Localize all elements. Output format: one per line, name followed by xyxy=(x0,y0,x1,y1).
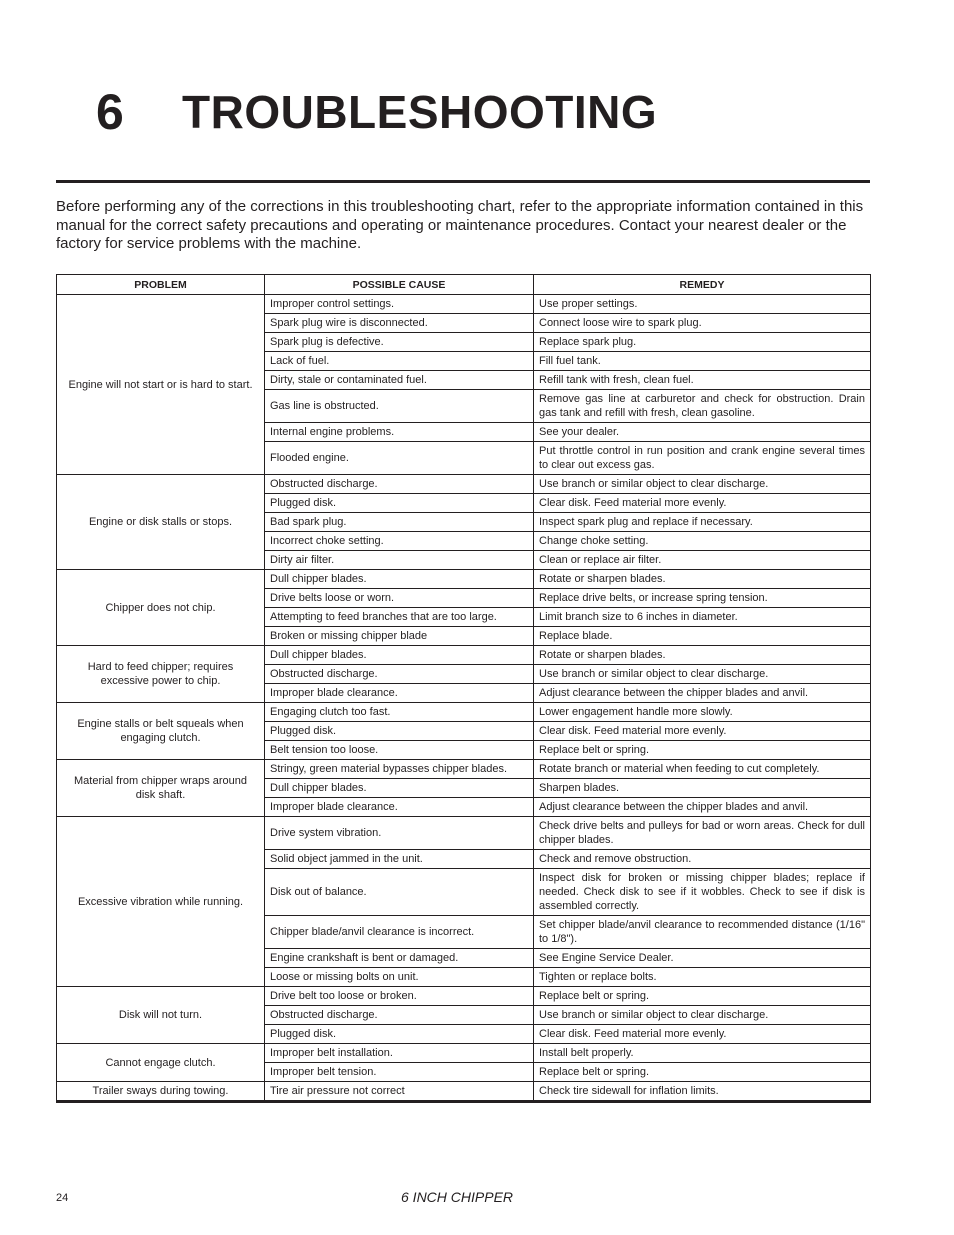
cause-cell: Improper blade clearance. xyxy=(265,798,534,817)
remedy-cell: See your dealer. xyxy=(534,423,871,442)
problem-cell: Excessive vibration while running. xyxy=(57,817,265,987)
intro-paragraph: Before performing any of the corrections in this troubleshooting chart, refer to the appropriate information contained in this manual for the correct safety precautions and operating or maintenance procedures. Contact your nearest dealer or the factory for service problems with the machine. xyxy=(56,198,864,252)
table-row xyxy=(57,475,871,494)
remedy-cell: Clear disk. Feed material more evenly. xyxy=(534,494,871,513)
cause-cell: Plugged disk. xyxy=(265,722,534,741)
table-row xyxy=(57,1044,871,1063)
cause-cell: Drive belts loose or worn. xyxy=(265,589,534,608)
remedy-cell: Replace belt or spring. xyxy=(534,741,871,760)
remedy-cell: Check and remove obstruction. xyxy=(534,850,871,869)
remedy-cell: Use branch or similar object to clear discharge. xyxy=(534,665,871,684)
remedy-cell: Rotate or sharpen blades. xyxy=(534,570,871,589)
remedy-cell: Refill tank with fresh, clean fuel. xyxy=(534,371,871,390)
cause-cell: Plugged disk. xyxy=(265,1025,534,1044)
chapter-heading xyxy=(96,80,657,144)
remedy-cell: Inspect disk for broken or missing chipper blades; replace if needed. Check disk to see if it wobbles. Check to see if disk is assembled correctly. xyxy=(534,869,871,916)
cause-cell: Dull chipper blades. xyxy=(265,570,534,589)
cause-cell: Engine crankshaft is bent or damaged. xyxy=(265,949,534,968)
table-row xyxy=(57,295,871,314)
remedy-cell: Replace blade. xyxy=(534,627,871,646)
cause-cell: Plugged disk. xyxy=(265,494,534,513)
cause-cell: Obstructed discharge. xyxy=(265,665,534,684)
cause-cell: Improper belt installation. xyxy=(265,1044,534,1063)
remedy-cell: Check tire sidewall for inflation limits. xyxy=(534,1082,871,1102)
problem-cell: Disk will not turn. xyxy=(57,987,265,1044)
table-row xyxy=(57,1082,871,1102)
cause-cell: Dirty air filter. xyxy=(265,551,534,570)
heading-divider xyxy=(56,180,870,183)
cause-cell: Internal engine problems. xyxy=(265,423,534,442)
remedy-cell: Install belt properly. xyxy=(534,1044,871,1063)
remedy-cell: Connect loose wire to spark plug. xyxy=(534,314,871,333)
problem-cell: Engine will not start or is hard to start. xyxy=(57,295,265,475)
header-possible-cause: POSSIBLE CAUSE xyxy=(265,275,534,295)
table-row xyxy=(57,817,871,850)
problem-cell: Chipper does not chip. xyxy=(57,570,265,646)
remedy-cell: Put throttle control in run position and crank engine several times to clear out excess gas. xyxy=(534,442,871,475)
remedy-cell: Inspect spark plug and replace if necessary. xyxy=(534,513,871,532)
remedy-cell: Replace spark plug. xyxy=(534,333,871,352)
table-row xyxy=(57,703,871,722)
remedy-cell: See Engine Service Dealer. xyxy=(534,949,871,968)
problem-cell: Engine or disk stalls or stops. xyxy=(57,475,265,570)
cause-cell: Lack of fuel. xyxy=(265,352,534,371)
remedy-cell: Change choke setting. xyxy=(534,532,871,551)
cause-cell: Broken or missing chipper blade xyxy=(265,627,534,646)
cause-cell: Obstructed discharge. xyxy=(265,1006,534,1025)
problem-cell: Trailer sways during towing. xyxy=(57,1082,265,1102)
remedy-cell: Replace drive belts, or increase spring tension. xyxy=(534,589,871,608)
header-remedy: REMEDY xyxy=(534,275,871,295)
header-problem: PROBLEM xyxy=(57,275,265,295)
cause-cell: Incorrect choke setting. xyxy=(265,532,534,551)
remedy-cell: Fill fuel tank. xyxy=(534,352,871,371)
cause-cell: Drive system vibration. xyxy=(265,817,534,850)
remedy-cell: Use proper settings. xyxy=(534,295,871,314)
remedy-cell: Clean or replace air filter. xyxy=(534,551,871,570)
cause-cell: Obstructed discharge. xyxy=(265,475,534,494)
cause-cell: Drive belt too loose or broken. xyxy=(265,987,534,1006)
footer-product-name: 6 INCH CHIPPER xyxy=(401,1189,514,1205)
remedy-cell: Set chipper blade/anvil clearance to recommended distance (1/16" to 1/8"). xyxy=(534,916,871,949)
remedy-cell: Rotate branch or material when feeding to cut completely. xyxy=(534,760,871,779)
cause-cell: Tire air pressure not correct xyxy=(265,1082,534,1102)
remedy-cell: Use branch or similar object to clear discharge. xyxy=(534,1006,871,1025)
table-row xyxy=(57,570,871,589)
problem-cell: Cannot engage clutch. xyxy=(57,1044,265,1082)
troubleshooting-table xyxy=(56,274,871,1103)
cause-cell: Stringy, green material bypasses chipper blades. xyxy=(265,760,534,779)
problem-cell: Material from chipper wraps around disk shaft. xyxy=(57,760,265,817)
cause-cell: Chipper blade/anvil clearance is incorrect. xyxy=(265,916,534,949)
remedy-cell: Sharpen blades. xyxy=(534,779,871,798)
cause-cell: Belt tension too loose. xyxy=(265,741,534,760)
remedy-cell: Check drive belts and pulleys for bad or worn areas. Check for dull chipper blades. xyxy=(534,817,871,850)
cause-cell: Spark plug is defective. xyxy=(265,333,534,352)
remedy-cell: Lower engagement handle more slowly. xyxy=(534,703,871,722)
cause-cell: Improper belt tension. xyxy=(265,1063,534,1082)
table-row xyxy=(57,987,871,1006)
remedy-cell: Adjust clearance between the chipper blades and anvil. xyxy=(534,798,871,817)
cause-cell: Dull chipper blades. xyxy=(265,779,534,798)
cause-cell: Dull chipper blades. xyxy=(265,646,534,665)
cause-cell: Bad spark plug. xyxy=(265,513,534,532)
cause-cell: Gas line is obstructed. xyxy=(265,390,534,423)
page-number: 24 xyxy=(56,1192,69,1204)
cause-cell: Attempting to feed branches that are too large. xyxy=(265,608,534,627)
cause-cell: Improper blade clearance. xyxy=(265,684,534,703)
remedy-cell: Clear disk. Feed material more evenly. xyxy=(534,722,871,741)
table-row xyxy=(57,760,871,779)
problem-cell: Engine stalls or belt squeals when engaging clutch. xyxy=(57,703,265,760)
problem-cell: Hard to feed chipper; requires excessive power to chip. xyxy=(57,646,265,703)
cause-cell: Loose or missing bolts on unit. xyxy=(265,968,534,987)
remedy-cell: Clear disk. Feed material more evenly. xyxy=(534,1025,871,1044)
remedy-cell: Remove gas line at carburetor and check for obstruction. Drain gas tank and refill with fresh, clean gasoline. xyxy=(534,390,871,423)
remedy-cell: Rotate or sharpen blades. xyxy=(534,646,871,665)
cause-cell: Improper control settings. xyxy=(265,295,534,314)
cause-cell: Engaging clutch too fast. xyxy=(265,703,534,722)
table-body xyxy=(57,295,871,1102)
remedy-cell: Tighten or replace bolts. xyxy=(534,968,871,987)
cause-cell: Solid object jammed in the unit. xyxy=(265,850,534,869)
cause-cell: Disk out of balance. xyxy=(265,869,534,916)
cause-cell: Flooded engine. xyxy=(265,442,534,475)
remedy-cell: Use branch or similar object to clear discharge. xyxy=(534,475,871,494)
cause-cell: Spark plug wire is disconnected. xyxy=(265,314,534,333)
cause-cell: Dirty, stale or contaminated fuel. xyxy=(265,371,534,390)
table-header-row xyxy=(57,275,871,295)
chapter-title: TROUBLESHOOTING xyxy=(182,86,658,138)
chapter-number: 6 xyxy=(96,84,124,140)
table-row xyxy=(57,646,871,665)
remedy-cell: Replace belt or spring. xyxy=(534,987,871,1006)
remedy-cell: Replace belt or spring. xyxy=(534,1063,871,1082)
remedy-cell: Adjust clearance between the chipper blades and anvil. xyxy=(534,684,871,703)
remedy-cell: Limit branch size to 6 inches in diameter. xyxy=(534,608,871,627)
